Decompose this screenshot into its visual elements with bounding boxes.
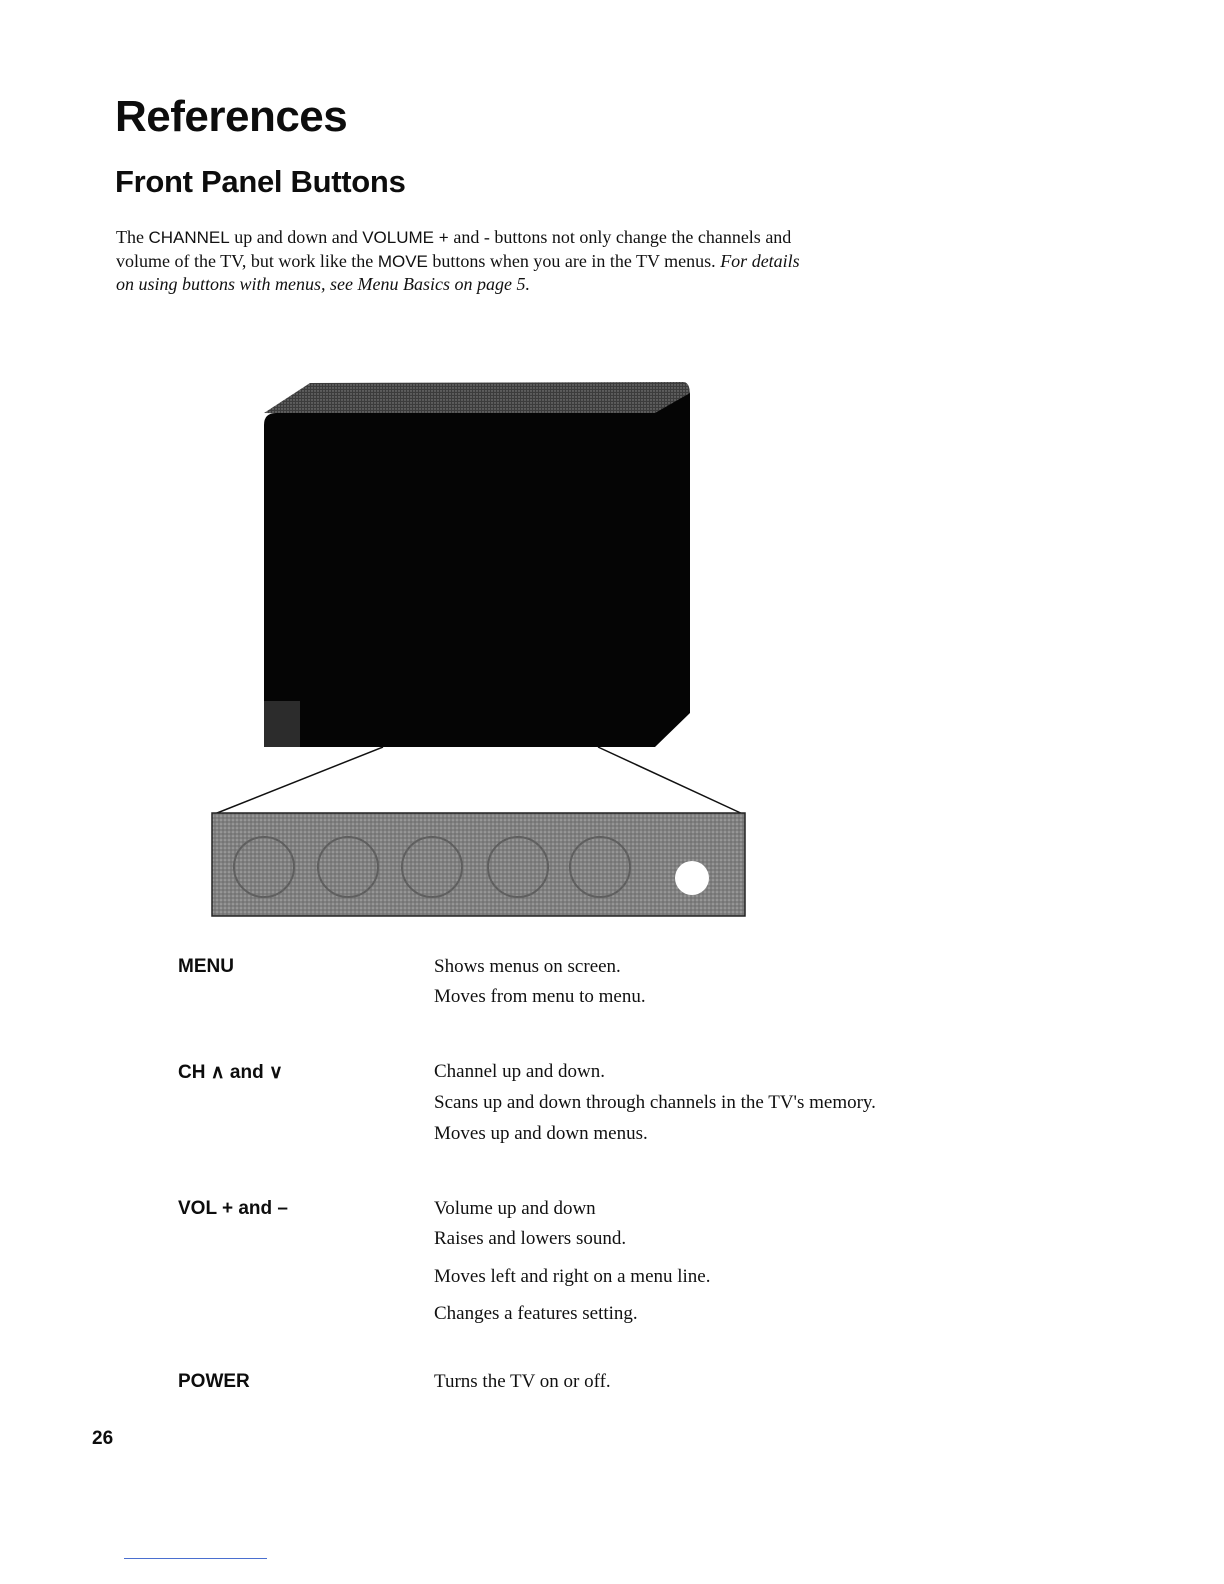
- button-desc-line: Scans up and down through channels in the TV's memory.: [434, 1092, 876, 1113]
- button-desc-line: Moves left and right on a menu line.: [434, 1266, 711, 1287]
- front-panel-illustration: [212, 813, 745, 916]
- intro-volume: VOLUME +: [362, 228, 454, 247]
- leader-line-right: [598, 747, 745, 815]
- intro-channel: CHANNEL: [148, 228, 230, 247]
- intro-cross-reference: For details on using buttons with menus, see Menu Basics on page 5.: [116, 250, 800, 294]
- button-label-ch: CH ∧ and ∨: [178, 1062, 283, 1083]
- intro-text-3: and - buttons not only change the channels and volume of the TV, but work like the: [116, 227, 792, 271]
- button-desc-line: Moves up and down menus.: [434, 1123, 648, 1144]
- intro-text-4: buttons when you are in the TV menus.: [427, 250, 721, 271]
- button-desc-line: Changes a features setting.: [434, 1303, 638, 1324]
- leader-line-left: [212, 747, 383, 815]
- button-desc-line: Volume up and down: [434, 1198, 596, 1219]
- intro-text-1: The: [116, 227, 149, 247]
- intro-move: MOVE: [377, 251, 428, 271]
- button-desc-line: Raises and lowers sound.: [434, 1228, 627, 1249]
- button-desc-line: Moves from menu to menu.: [434, 986, 646, 1007]
- tv-cabinet: [264, 393, 690, 747]
- tv-illustration: [200, 375, 760, 925]
- button-label-vol: VOL + and –: [178, 1198, 288, 1219]
- section-heading: Front Panel Buttons: [115, 164, 406, 199]
- button-desc-line: Turns the TV on or off.: [434, 1371, 611, 1392]
- intro-text-2: up and down and: [229, 227, 363, 247]
- page-heading: References: [115, 92, 348, 141]
- button-label-menu: MENU: [178, 956, 234, 977]
- tv-front-panel-strip: [264, 701, 300, 747]
- button-desc-line: Channel up and down.: [434, 1061, 605, 1082]
- power-button-icon: [675, 861, 709, 895]
- page-number: 26: [92, 1428, 114, 1449]
- button-desc-line: Shows menus on screen.: [434, 956, 621, 977]
- button-label-power: POWER: [178, 1371, 250, 1392]
- intro-paragraph: [116, 226, 816, 296]
- footer-rule: [124, 1558, 267, 1559]
